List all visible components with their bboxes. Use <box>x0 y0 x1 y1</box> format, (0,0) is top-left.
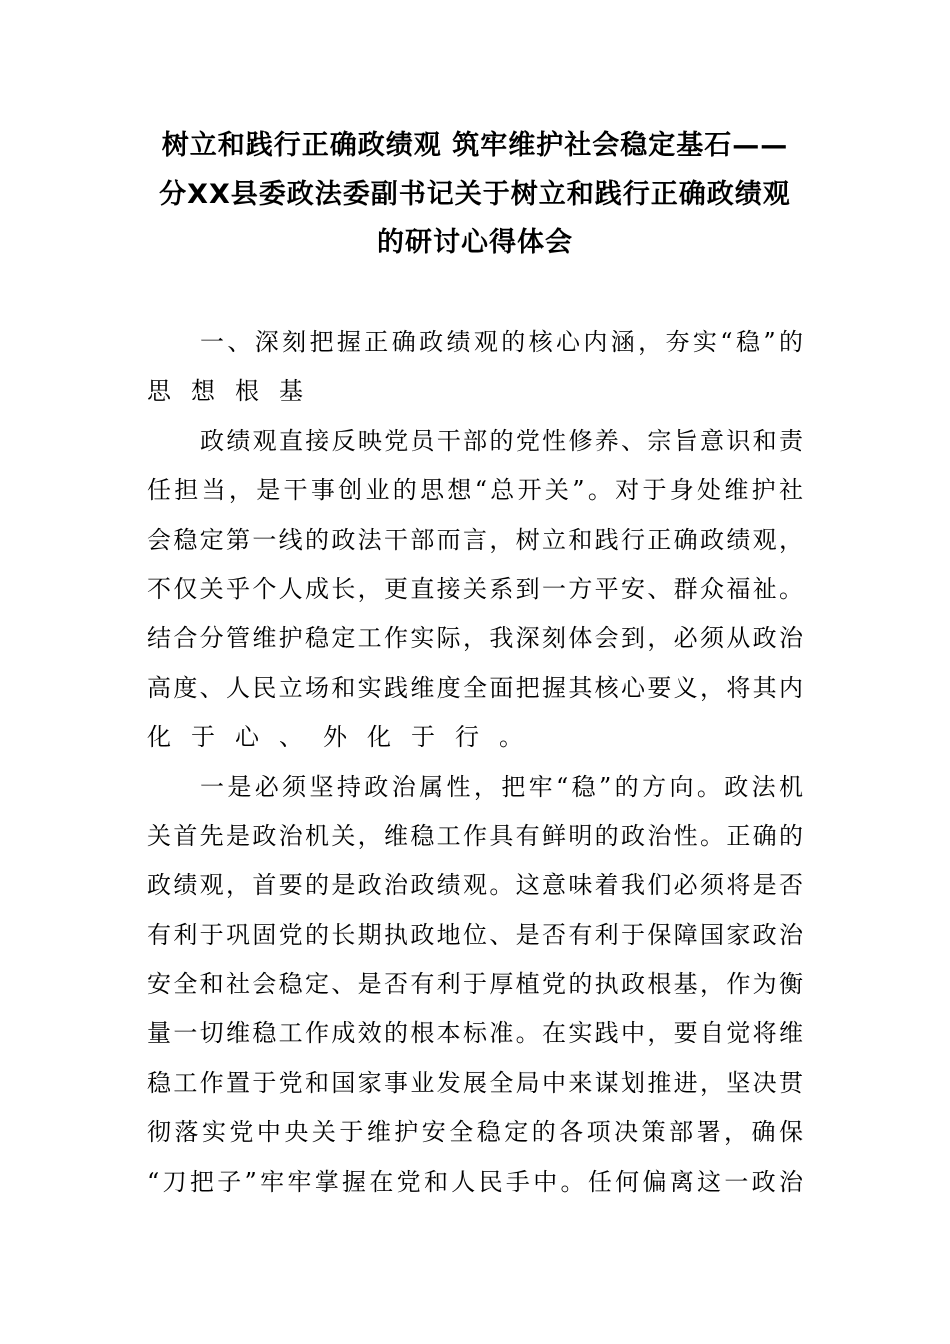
text-line: 化于心、外化于行。 <box>147 723 543 752</box>
text-line: 一、深刻把握正确政绩观的核心内涵，夯实“稳”的 <box>200 328 805 356</box>
text-line: 不仅关乎个人成长，更直接关系到一方平安、群众福祉。 <box>147 574 805 603</box>
text-line: 结合分管维护稳定工作实际，我深刻体会到，必须从政治 <box>147 624 805 653</box>
title-line: 分XX县委政法委副书记关于树立和践行正确政绩观 <box>159 178 791 210</box>
text-line: 高度、人民立场和实践维度全面把握其核心要义，将其内 <box>147 673 805 702</box>
text-line: 稳工作置于党和国家事业发展全局中来谋划推进，坚决贯 <box>147 1068 805 1097</box>
text-line: 政绩观直接反映党员干部的党性修养、宗旨意识和责 <box>200 426 805 455</box>
text-line: 会稳定第一线的政法干部而言，树立和践行正确政绩观， <box>147 525 805 554</box>
document-body <box>147 318 805 1207</box>
title-line: 树立和践行正确政绩观 筑牢维护社会稳定基石—— <box>161 130 789 161</box>
text-line: 安全和社会稳定、是否有利于厚植党的执政根基，作为衡 <box>147 970 805 999</box>
text-line: 一是必须坚持政治属性，把牢“稳”的方向。政法机 <box>200 772 805 801</box>
text-line: 政绩观，首要的是政治政绩观。这意味着我们必须将是否 <box>147 871 805 900</box>
paragraph <box>147 417 805 763</box>
title-line: 的研讨心得体会 <box>377 227 573 258</box>
text-line: 有利于巩固党的长期执政地位、是否有利于保障国家政治 <box>147 920 805 949</box>
text-line: “刀把子”牢牢掌握在党和人民手中。任何偏离这一政治 <box>147 1167 805 1196</box>
paragraph <box>147 763 805 1208</box>
document-title <box>140 122 810 268</box>
text-line: 思想根基 <box>147 377 323 406</box>
section-heading <box>147 318 805 417</box>
text-line: 任担当，是干事创业的思想“总开关”。对于身处维护社 <box>147 476 805 505</box>
text-line: 关首先是政治机关，维稳工作具有鲜明的政治性。正确的 <box>147 821 805 850</box>
text-line: 彻落实党中央关于维护安全稳定的各项决策部署，确保 <box>147 1118 805 1147</box>
text-line: 量一切维稳工作成效的根本标准。在实践中，要自觉将维 <box>147 1019 805 1048</box>
